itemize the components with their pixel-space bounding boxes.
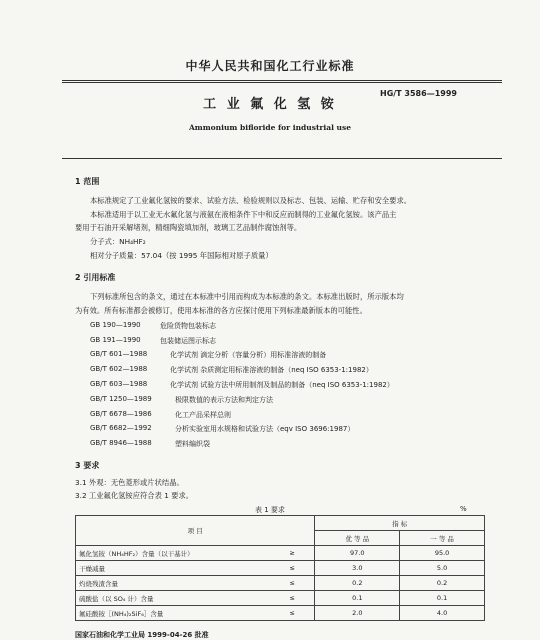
table-cell-value: 3.0 (315, 561, 400, 576)
table-unit: % (460, 505, 467, 513)
table-cell-value: 2.0 (315, 606, 400, 621)
table-cell-name: 氟化氢铵（NH₄HF₂）含量（以干基计） (76, 546, 271, 561)
table-cell-name: 硫酸盐（以 SO₄ 计）含量 (76, 591, 271, 606)
table-cell-value: 0.2 (400, 576, 485, 591)
table-cell-op: ≤ (270, 606, 315, 621)
section-heading: 2 引用标准 (75, 273, 116, 282)
reference-code: GB/T 8946—1988 (90, 439, 152, 447)
reference-title: 塑料编织袋 (175, 440, 210, 448)
table-cell-name: 灼烧残渣含量 (76, 576, 271, 591)
reference-code: GB/T 6682—1992 (90, 424, 152, 432)
table-cell-name: 氟硅酸铵［(NH₄)₂SiF₆］含量 (76, 606, 271, 621)
table-cell-value: 4.0 (400, 606, 485, 621)
approval-footer: 国家石油和化学工业局 1999-04-26 批准 (75, 631, 209, 639)
table-row (76, 591, 485, 606)
table-header-grade: 一 等 品 (400, 531, 485, 546)
standard-number: HG/T 3586—1999 (380, 89, 457, 98)
reference-title: 分析实验室用水规格和试验方法（eqv ISO 3696:1987） (175, 425, 355, 433)
paragraph: 下列标准所包含的条文，通过在本标准中引用而构成为本标准的条文。本标准出版时，所示版本均 (90, 292, 404, 301)
table-cell-value: 5.0 (400, 561, 485, 576)
header-rule-bottom (62, 82, 502, 83)
reference-title: 化学试剂 杂质测定用标准溶液的制备（neq ISO 6353-1:1982） (170, 366, 373, 374)
paragraph: 要用于石油开采解堵剂，精细陶瓷填加剂，玻璃工艺品制作腐蚀剂等。 (75, 223, 302, 232)
reference-title: 化工产品采样总则 (175, 411, 231, 419)
reference-title: 包装储运图示标志 (160, 337, 216, 345)
table-row (76, 561, 485, 576)
reference-title: 危险货物包装标志 (160, 322, 216, 330)
national-standard-title: 中华人民共和国化工行业标准 (185, 59, 355, 73)
section-heading: 3 要求 (75, 461, 100, 470)
reference-code: GB 190—1990 (90, 321, 141, 329)
section-heading: 1 范围 (75, 177, 100, 186)
reference-code: GB/T 601—1988 (90, 350, 148, 358)
molecular-mass: 相对分子质量：57.04（按 1995 年国际相对原子质量） (90, 251, 273, 260)
table-cell-value: 95.0 (400, 546, 485, 561)
table-header-item: 项 目 (76, 516, 315, 546)
table-header-index: 指 标 (315, 516, 485, 531)
molecular-formula: 分子式：NH₄HF₂ (90, 237, 146, 246)
requirement-item: 3.1 外观：无色菱形或片状结晶。 (75, 478, 184, 487)
table-cell-op: ≥ (270, 546, 315, 561)
table-row (76, 576, 485, 591)
requirements-table (75, 515, 485, 621)
document-title-english: Ammonium bifloride for industrial use (188, 123, 351, 132)
paragraph: 为有效。所有标准都会被修订，使用本标准的各方应探讨使用下列标准最新版本的可能性。 (75, 306, 367, 315)
table-caption: 表 1 要求 (255, 506, 285, 514)
paragraph: 本标准规定了工业氟化氢铵的要求、试验方法、检验规则以及标志、包装、运输、贮存和安全要求。 (90, 196, 412, 205)
table-cell-value: 0.1 (400, 591, 485, 606)
reference-title: 化学试剂 滴定分析（容量分析）用标准溶液的制备 (170, 351, 327, 359)
table-cell-value: 0.1 (315, 591, 400, 606)
table-row (76, 606, 485, 621)
table-header-grade: 优 等 品 (315, 531, 400, 546)
table-cell-op: ≤ (270, 591, 315, 606)
reference-code: GB/T 1250—1989 (90, 395, 152, 403)
table-row (76, 546, 485, 561)
table-header-row (76, 516, 485, 531)
paragraph: 本标准适用于以工业无水氟化氢与液氨在液相条件下中和反应而制得的工业氟化氢铵。该产品主 (90, 210, 397, 219)
table-cell-op: ≤ (270, 561, 315, 576)
document-title: 工 业 氟 化 氢 铵 (203, 97, 337, 112)
requirement-item: 3.2 工业氟化氢铵应符合表 1 要求。 (75, 491, 194, 500)
reference-title: 化学试剂 试验方法中所用制剂及制品的制备（neq ISO 6353-1:1982） (170, 381, 394, 389)
table-cell-op: ≤ (270, 576, 315, 591)
header-rule-top (62, 80, 502, 81)
table-cell-value: 0.2 (315, 576, 400, 591)
reference-code: GB/T 6678—1986 (90, 410, 152, 418)
table-cell-name: 干燥减量 (76, 561, 271, 576)
reference-title: 极限数值的表示方法和判定方法 (175, 396, 273, 404)
reference-code: GB/T 602—1988 (90, 365, 148, 373)
table-cell-value: 97.0 (315, 546, 400, 561)
reference-code: GB 191—1990 (90, 336, 141, 344)
title-rule (62, 158, 502, 159)
reference-code: GB/T 603—1988 (90, 380, 148, 388)
